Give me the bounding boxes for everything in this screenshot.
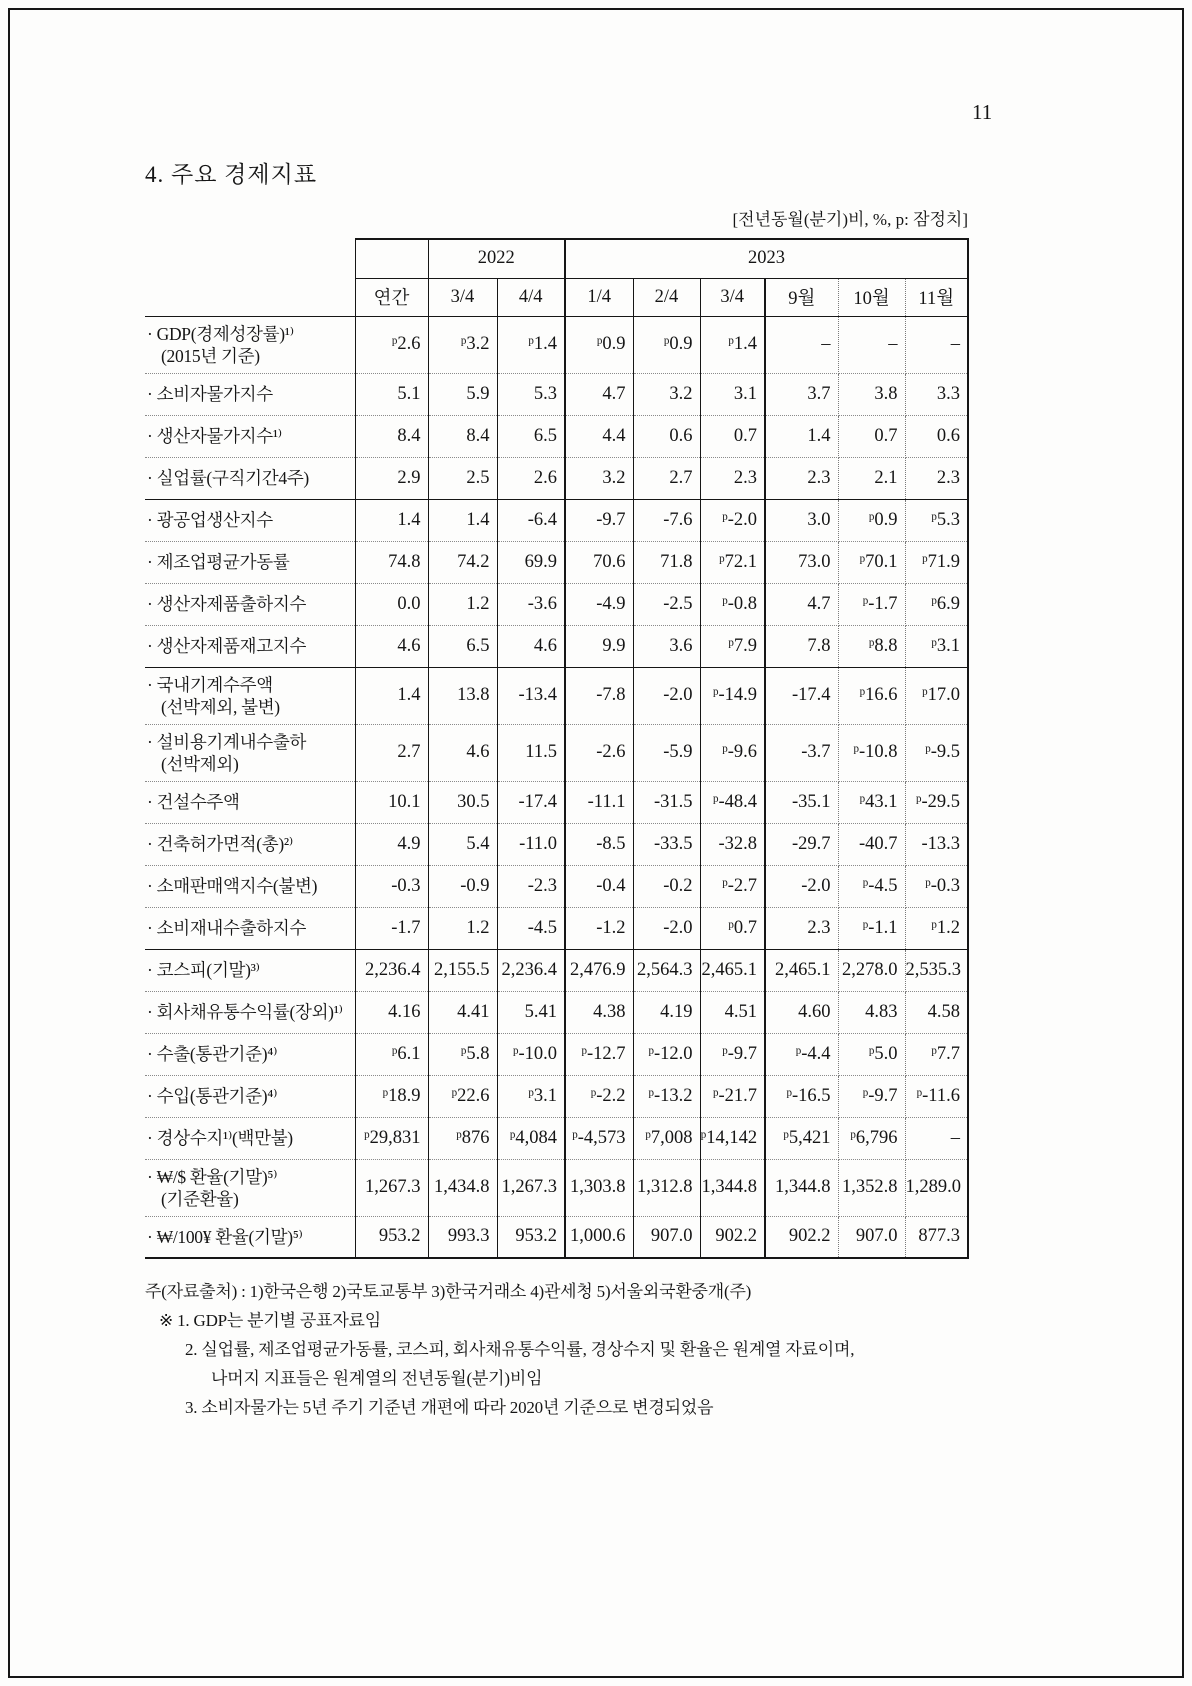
cell-value: 2,236.4 xyxy=(497,949,565,991)
cell-value: ᵖ-9.7 xyxy=(838,1075,905,1117)
table-row xyxy=(145,823,968,865)
column-header-q2-2023: 2/4 xyxy=(633,278,700,316)
cell-value: 2.1 xyxy=(838,457,905,499)
cell-value: 74.2 xyxy=(428,541,497,583)
cell-value: ᵖ-9.6 xyxy=(700,724,765,781)
column-header-q4-2022: 4/4 xyxy=(497,278,565,316)
year-header-row xyxy=(145,239,968,278)
cell-value: -0.9 xyxy=(428,865,497,907)
row-label: · 국내기계수주액 (선박제외, 불변) xyxy=(145,667,355,724)
cell-value: 2,236.4 xyxy=(355,949,428,991)
cell-value: 4.4 xyxy=(565,415,633,457)
cell-value: 4.6 xyxy=(428,724,497,781)
column-header-annual: 연간 xyxy=(355,278,428,316)
column-header-q1-2023: 1/4 xyxy=(565,278,633,316)
cell-value: -11.1 xyxy=(565,781,633,823)
cell-value: 5.4 xyxy=(428,823,497,865)
cell-value: ᵖ43.1 xyxy=(838,781,905,823)
cell-value: 1,344.8 xyxy=(700,1159,765,1216)
table-row xyxy=(145,865,968,907)
row-label: · 생산자제품재고지수 xyxy=(145,625,355,667)
cell-value: 2.7 xyxy=(633,457,700,499)
table-header xyxy=(145,239,968,316)
cell-value: 3.8 xyxy=(838,373,905,415)
cell-value: ᵖ8.8 xyxy=(838,625,905,667)
cell-value: 6.5 xyxy=(428,625,497,667)
cell-value: 1,303.8 xyxy=(565,1159,633,1216)
cell-value: ᵖ70.1 xyxy=(838,541,905,583)
cell-value: 2,535.3 xyxy=(905,949,968,991)
cell-value: ᵖ-13.2 xyxy=(633,1075,700,1117)
section-title: 4. 주요 경제지표 xyxy=(145,162,318,187)
cell-value: ᵖ0.9 xyxy=(565,316,633,373)
row-label: · 회사채유통수익률(장외)¹⁾ xyxy=(145,991,355,1033)
cell-value: – xyxy=(838,316,905,373)
row-label: · 수입(통관기준)⁴⁾ xyxy=(145,1075,355,1117)
cell-value: -13.4 xyxy=(497,667,565,724)
row-label: · 생산자제품출하지수 xyxy=(145,583,355,625)
cell-value: -3.7 xyxy=(765,724,838,781)
table-body xyxy=(145,316,968,1258)
cell-value: ᵖ-4.5 xyxy=(838,865,905,907)
cell-value: 2.9 xyxy=(355,457,428,499)
cell-value: 5.3 xyxy=(497,373,565,415)
row-label: · 코스피(기말)³⁾ xyxy=(145,949,355,991)
cell-value: 1,267.3 xyxy=(355,1159,428,1216)
cell-value: 3.6 xyxy=(633,625,700,667)
header-year-2023: 2023 xyxy=(565,239,968,278)
cell-value: ᵖ-11.6 xyxy=(905,1075,968,1117)
cell-value: – xyxy=(905,1117,968,1159)
footnotes xyxy=(145,1277,1045,1422)
footnote-line: 나머지 지표들은 원계열의 전년동월(분기)비임 xyxy=(211,1369,543,1388)
cell-value: 2,465.1 xyxy=(700,949,765,991)
cell-value: 993.3 xyxy=(428,1216,497,1258)
table-row xyxy=(145,1117,968,1159)
table-row xyxy=(145,1075,968,1117)
cell-value: 2.3 xyxy=(700,457,765,499)
row-label: · ₩/100¥ 환율(기말)⁵⁾ xyxy=(145,1216,355,1258)
cell-value: 3.3 xyxy=(905,373,968,415)
table-row xyxy=(145,667,968,724)
cell-value: ᵖ5.8 xyxy=(428,1033,497,1075)
cell-value: ᵖ-12.7 xyxy=(565,1033,633,1075)
cell-value: 69.9 xyxy=(497,541,565,583)
cell-value: ᵖ-9.5 xyxy=(905,724,968,781)
cell-value: 1.2 xyxy=(428,907,497,949)
cell-value: -0.2 xyxy=(633,865,700,907)
cell-value: 902.2 xyxy=(765,1216,838,1258)
cell-value: 877.3 xyxy=(905,1216,968,1258)
cell-value: ᵖ-48.4 xyxy=(700,781,765,823)
row-label: · ₩/$ 환율(기말)⁵⁾ (기준환율) xyxy=(145,1159,355,1216)
cell-value: ᵖ0.7 xyxy=(700,907,765,949)
table-row xyxy=(145,583,968,625)
row-label: · 설비용기계내수출하 (선박제외) xyxy=(145,724,355,781)
cell-value: -2.0 xyxy=(633,907,700,949)
table-row xyxy=(145,991,968,1033)
cell-value: 1,267.3 xyxy=(497,1159,565,1216)
cell-value: ᵖ2.6 xyxy=(355,316,428,373)
row-label: · 경상수지¹⁾(백만불) xyxy=(145,1117,355,1159)
table-row xyxy=(145,1216,968,1258)
cell-value: 3.2 xyxy=(565,457,633,499)
row-label: · GDP(경제성장률)¹⁾ (2015년 기준) xyxy=(145,316,355,373)
cell-value: 953.2 xyxy=(355,1216,428,1258)
cell-value: ᵖ17.0 xyxy=(905,667,968,724)
cell-value: -35.1 xyxy=(765,781,838,823)
footnote-notes xyxy=(145,1306,1045,1422)
cell-value: 1,312.8 xyxy=(633,1159,700,1216)
cell-value: 2.7 xyxy=(355,724,428,781)
cell-value: ᵖ3.1 xyxy=(497,1075,565,1117)
cell-value: ᵖ876 xyxy=(428,1117,497,1159)
cell-value: 4.9 xyxy=(355,823,428,865)
table-row xyxy=(145,724,968,781)
column-header-sep: 9월 xyxy=(765,278,838,316)
cell-value: 8.4 xyxy=(428,415,497,457)
row-label: · 소비자물가지수 xyxy=(145,373,355,415)
cell-value: ᵖ-2.0 xyxy=(700,499,765,541)
cell-value: ᵖ3.2 xyxy=(428,316,497,373)
cell-value: ᵖ71.9 xyxy=(905,541,968,583)
cell-value: 3.7 xyxy=(765,373,838,415)
row-label: · 소비재내수출하지수 xyxy=(145,907,355,949)
cell-value: 907.0 xyxy=(633,1216,700,1258)
cell-value: ᵖ-29.5 xyxy=(905,781,968,823)
cell-value: -11.0 xyxy=(497,823,565,865)
column-header-nov: 11월 xyxy=(905,278,968,316)
cell-value: 73.0 xyxy=(765,541,838,583)
cell-value: -4.5 xyxy=(497,907,565,949)
cell-value: 2.3 xyxy=(765,907,838,949)
footnote-line: 3. 소비자물가는 5년 주기 기준년 개편에 따라 2020년 기준으로 변경되었음 xyxy=(185,1398,714,1417)
cell-value: -2.3 xyxy=(497,865,565,907)
cell-value: 4.6 xyxy=(497,625,565,667)
cell-value: -5.9 xyxy=(633,724,700,781)
table-row xyxy=(145,1159,968,1216)
cell-value: -9.7 xyxy=(565,499,633,541)
table-row xyxy=(145,625,968,667)
cell-value: 2.3 xyxy=(765,457,838,499)
cell-value: 2,278.0 xyxy=(838,949,905,991)
cell-value: -2.5 xyxy=(633,583,700,625)
row-label: · 건설수주액 xyxy=(145,781,355,823)
cell-value: -31.5 xyxy=(633,781,700,823)
cell-value: 71.8 xyxy=(633,541,700,583)
cell-value: 2,564.3 xyxy=(633,949,700,991)
cell-value: 3.0 xyxy=(765,499,838,541)
cell-value: -8.5 xyxy=(565,823,633,865)
cell-value: 3.1 xyxy=(700,373,765,415)
cell-value: ᵖ-14.9 xyxy=(700,667,765,724)
cell-value: ᵖ-0.3 xyxy=(905,865,968,907)
cell-value: -2.0 xyxy=(633,667,700,724)
cell-value: 4.6 xyxy=(355,625,428,667)
cell-value: ᵖ-2.2 xyxy=(565,1075,633,1117)
cell-value: ᵖ7.9 xyxy=(700,625,765,667)
unit-note: [전년동월(분기)비, %, p: 잠정치] xyxy=(732,210,968,229)
table-row xyxy=(145,781,968,823)
cell-value: ᵖ-10.0 xyxy=(497,1033,565,1075)
table-row xyxy=(145,457,968,499)
header-annual-gap xyxy=(355,239,428,278)
cell-value: 4.7 xyxy=(565,373,633,415)
cell-value: 2,476.9 xyxy=(565,949,633,991)
cell-value: ᵖ7.7 xyxy=(905,1033,968,1075)
table-row xyxy=(145,499,968,541)
table-row xyxy=(145,907,968,949)
cell-value: 4.7 xyxy=(765,583,838,625)
cell-value: 1.4 xyxy=(355,667,428,724)
cell-value: 2,465.1 xyxy=(765,949,838,991)
cell-value: 1,352.8 xyxy=(838,1159,905,1216)
row-label: · 건축허가면적(총)²⁾ xyxy=(145,823,355,865)
cell-value: 1,000.6 xyxy=(565,1216,633,1258)
cell-value: -17.4 xyxy=(497,781,565,823)
cell-value: ᵖ18.9 xyxy=(355,1075,428,1117)
cell-value: -1.2 xyxy=(565,907,633,949)
cell-value: 8.4 xyxy=(355,415,428,457)
cell-value: -4.9 xyxy=(565,583,633,625)
cell-value: ᵖ29,831 xyxy=(355,1117,428,1159)
cell-value: -40.7 xyxy=(838,823,905,865)
cell-value: 2.6 xyxy=(497,457,565,499)
cell-value: 4.60 xyxy=(765,991,838,1033)
cell-value: ᵖ-1.7 xyxy=(838,583,905,625)
page-content xyxy=(145,156,968,1422)
cell-value: 1,344.8 xyxy=(765,1159,838,1216)
cell-value: 6.5 xyxy=(497,415,565,457)
header-indicator-column xyxy=(145,239,355,316)
row-label: · 소매판매액지수(불변) xyxy=(145,865,355,907)
cell-value: 70.6 xyxy=(565,541,633,583)
cell-value: – xyxy=(905,316,968,373)
cell-value: ᵖ-2.7 xyxy=(700,865,765,907)
cell-value: 5.1 xyxy=(355,373,428,415)
column-header-q3-2023: 3/4 xyxy=(700,278,765,316)
cell-value: ᵖ16.6 xyxy=(838,667,905,724)
cell-value: 11.5 xyxy=(497,724,565,781)
cell-value: ᵖ1.2 xyxy=(905,907,968,949)
cell-value: ᵖ-4.4 xyxy=(765,1033,838,1075)
table-row xyxy=(145,415,968,457)
cell-value: ᵖ-4,573 xyxy=(565,1117,633,1159)
cell-value: ᵖ0.9 xyxy=(633,316,700,373)
cell-value: 953.2 xyxy=(497,1216,565,1258)
cell-value: -13.3 xyxy=(905,823,968,865)
cell-value: 0.7 xyxy=(838,415,905,457)
cell-value: 907.0 xyxy=(838,1216,905,1258)
cell-value: -2.0 xyxy=(765,865,838,907)
column-header-q3-2022: 3/4 xyxy=(428,278,497,316)
cell-value: 4.83 xyxy=(838,991,905,1033)
cell-value: -0.3 xyxy=(355,865,428,907)
cell-value: -33.5 xyxy=(633,823,700,865)
cell-value: ᵖ-16.5 xyxy=(765,1075,838,1117)
cell-value: ᵖ5.3 xyxy=(905,499,968,541)
footnote-line: ※ 1. GDP는 분기별 공표자료임 xyxy=(159,1311,382,1330)
cell-value: ᵖ22.6 xyxy=(428,1075,497,1117)
cell-value: 13.8 xyxy=(428,667,497,724)
cell-value: -2.6 xyxy=(565,724,633,781)
cell-value: 1.4 xyxy=(765,415,838,457)
cell-value: 1.2 xyxy=(428,583,497,625)
page-number: 11 xyxy=(972,100,993,124)
table-row xyxy=(145,1033,968,1075)
cell-value: -17.4 xyxy=(765,667,838,724)
cell-value: 2,155.5 xyxy=(428,949,497,991)
cell-value: -0.4 xyxy=(565,865,633,907)
cell-value: 1.4 xyxy=(428,499,497,541)
cell-value: 2.3 xyxy=(905,457,968,499)
cell-value: ᵖ3.1 xyxy=(905,625,968,667)
cell-value: ᵖ72.1 xyxy=(700,541,765,583)
cell-value: 0.0 xyxy=(355,583,428,625)
cell-value: ᵖ-12.0 xyxy=(633,1033,700,1075)
footnote-line: 2. 실업률, 제조업평균가동률, 코스피, 회사채유통수익률, 경상수지 및 환율은 원계열 자료이며, xyxy=(185,1340,855,1359)
cell-value: ᵖ6,796 xyxy=(838,1117,905,1159)
cell-value: -7.8 xyxy=(565,667,633,724)
cell-value: 2.5 xyxy=(428,457,497,499)
table-row xyxy=(145,316,968,373)
cell-value: 4.41 xyxy=(428,991,497,1033)
cell-value: -6.4 xyxy=(497,499,565,541)
row-label: · 수출(통관기준)⁴⁾ xyxy=(145,1033,355,1075)
cell-value: ᵖ0.9 xyxy=(838,499,905,541)
cell-value: ᵖ1.4 xyxy=(497,316,565,373)
cell-value: ᵖ5.0 xyxy=(838,1033,905,1075)
cell-value: 1,434.8 xyxy=(428,1159,497,1216)
cell-value: 3.2 xyxy=(633,373,700,415)
cell-value: ᵖ6.1 xyxy=(355,1033,428,1075)
cell-value: ᵖ6.9 xyxy=(905,583,968,625)
cell-value: ᵖ-21.7 xyxy=(700,1075,765,1117)
row-label: · 생산자물가지수¹⁾ xyxy=(145,415,355,457)
cell-value: -1.7 xyxy=(355,907,428,949)
table-row xyxy=(145,541,968,583)
cell-value: 30.5 xyxy=(428,781,497,823)
cell-value: – xyxy=(765,316,838,373)
cell-value: ᵖ5,421 xyxy=(765,1117,838,1159)
cell-value: -29.7 xyxy=(765,823,838,865)
footnote-source: 주(자료출처) : 1)한국은행 2)국토교통부 3)한국거래소 4)관세청 5)서울외국환중개(주) xyxy=(145,1282,752,1301)
cell-value: 7.8 xyxy=(765,625,838,667)
cell-value: 0.6 xyxy=(633,415,700,457)
cell-value: ᵖ-0.8 xyxy=(700,583,765,625)
cell-value: 0.6 xyxy=(905,415,968,457)
cell-value: ᵖ-10.8 xyxy=(838,724,905,781)
cell-value: -32.8 xyxy=(700,823,765,865)
cell-value: 5.41 xyxy=(497,991,565,1033)
cell-value: -3.6 xyxy=(497,583,565,625)
cell-value: 1.4 xyxy=(355,499,428,541)
row-label: · 실업률(구직기간4주) xyxy=(145,457,355,499)
cell-value: ᵖ4,084 xyxy=(497,1117,565,1159)
row-label: · 제조업평균가동률 xyxy=(145,541,355,583)
cell-value: 5.9 xyxy=(428,373,497,415)
header-year-2022: 2022 xyxy=(428,239,565,278)
cell-value: 4.58 xyxy=(905,991,968,1033)
cell-value: 74.8 xyxy=(355,541,428,583)
table-row xyxy=(145,373,968,415)
cell-value: ᵖ-9.7 xyxy=(700,1033,765,1075)
cell-value: 4.51 xyxy=(700,991,765,1033)
row-label: · 광공업생산지수 xyxy=(145,499,355,541)
cell-value: ᵖ14,142 xyxy=(700,1117,765,1159)
cell-value: 9.9 xyxy=(565,625,633,667)
cell-value: 4.16 xyxy=(355,991,428,1033)
column-header-oct: 10월 xyxy=(838,278,905,316)
cell-value: 4.38 xyxy=(565,991,633,1033)
cell-value: 4.19 xyxy=(633,991,700,1033)
cell-value: ᵖ1.4 xyxy=(700,316,765,373)
table-row xyxy=(145,949,968,991)
cell-value: 0.7 xyxy=(700,415,765,457)
cell-value: 10.1 xyxy=(355,781,428,823)
economic-indicators-table xyxy=(145,238,969,1259)
cell-value: -7.6 xyxy=(633,499,700,541)
cell-value: ᵖ7,008 xyxy=(633,1117,700,1159)
cell-value: 902.2 xyxy=(700,1216,765,1258)
cell-value: 1,289.0 xyxy=(905,1159,968,1216)
cell-value: ᵖ-1.1 xyxy=(838,907,905,949)
